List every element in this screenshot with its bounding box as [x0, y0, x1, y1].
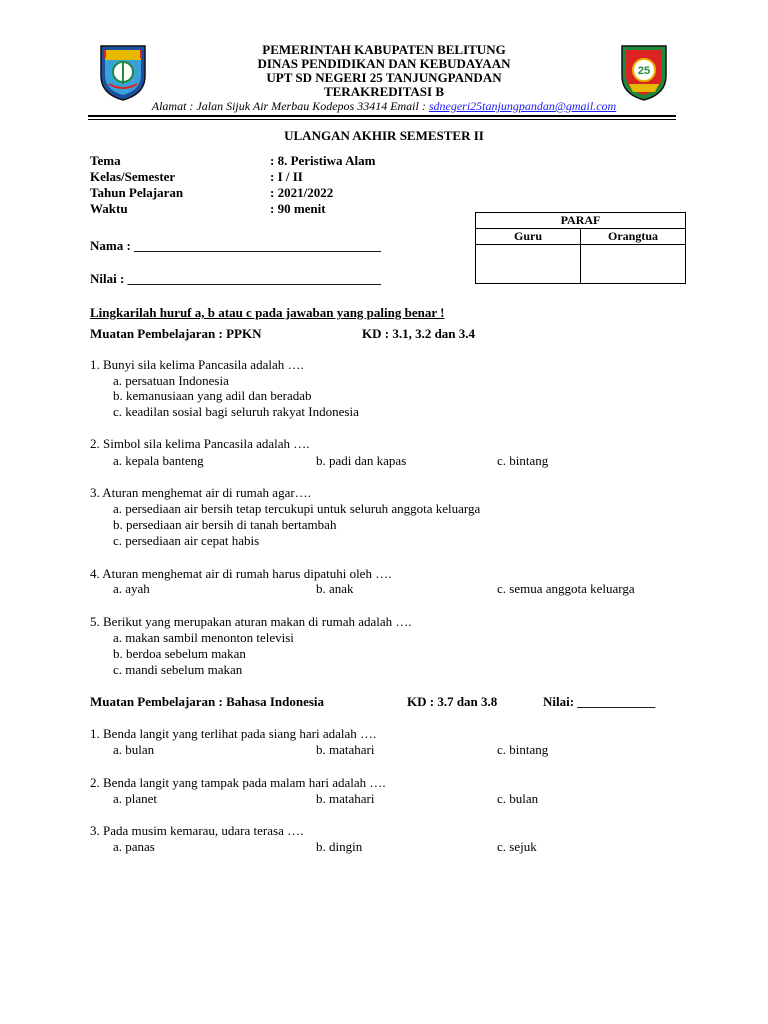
tema-value: : 8. Peristiwa Alam [270, 153, 376, 168]
s2-q3-option-a[interactable]: a. panas [113, 839, 155, 854]
s1-q1-option-a[interactable]: a. persatuan Indonesia [113, 373, 229, 388]
s1-q5-option-b[interactable]: b. berdoa sebelum makan [113, 646, 246, 661]
nama-field[interactable]: Nama : ______________________________________ [90, 238, 382, 253]
paraf-guru-cell[interactable] [476, 245, 581, 284]
waktu-label: Waktu [90, 201, 128, 216]
s1-q3-option-a[interactable]: a. persediaan air bersih tetap tercukupi untuk seluruh anggota keluarga [113, 501, 481, 516]
address-text: Alamat : Jalan Sijuk Air Merbau Kodepos 33414 Email : [151, 99, 426, 113]
paraf-orangtua-cell[interactable] [581, 245, 686, 284]
paraf-table [475, 212, 686, 284]
s1-q5-option-c[interactable]: c. mandi sebelum makan [113, 662, 243, 677]
s2-q2-option-c[interactable]: c. bulan [497, 791, 539, 806]
s2-question-2: 2. Benda langit yang tampak pada malam hari adalah …. [90, 775, 386, 790]
s2-q1-option-c[interactable]: c. bintang [497, 742, 549, 757]
waktu-value: : 90 menit [270, 201, 326, 216]
s2-q1-option-a[interactable]: a. bulan [113, 742, 155, 757]
s1-q2-option-c[interactable]: c. bintang [497, 453, 549, 468]
paraf-title: PARAF [476, 213, 686, 229]
s2-q3-option-b[interactable]: b. dingin [316, 839, 363, 854]
tahun-value: : 2021/2022 [270, 185, 334, 200]
section1-muatan: Muatan Pembelajaran : PPKN [90, 326, 262, 341]
email-link[interactable]: sdnegeri25tanjungpandan@gmail.com [428, 99, 617, 113]
s2-q2-option-b[interactable]: b. matahari [316, 791, 375, 806]
s1-question-4: 4. Aturan menghemat air di rumah harus dipatuhi oleh …. [90, 566, 392, 581]
header-rule-thin [88, 119, 676, 120]
section2-kd: KD : 3.7 dan 3.8 [407, 694, 498, 709]
paraf-guru-header: Guru [476, 229, 581, 245]
header-school: UPT SD NEGERI 25 TANJUNGPANDAN [266, 70, 502, 85]
s2-question-3: 3. Pada musim kemarau, udara terasa …. [90, 823, 304, 838]
section1-kd: KD : 3.1, 3.2 dan 3.4 [362, 326, 476, 341]
s1-q4-option-b[interactable]: b. anak [316, 581, 354, 596]
paraf-orangtua-header: Orangtua [581, 229, 686, 245]
s2-q2-option-a[interactable]: a. planet [113, 791, 158, 806]
kelas-value: : I / II [270, 169, 303, 184]
s2-q1-option-b[interactable]: b. matahari [316, 742, 375, 757]
s2-question-1: 1. Benda langit yang terlihat pada siang hari adalah …. [90, 726, 377, 741]
s1-q2-option-b[interactable]: b. padi dan kapas [316, 453, 407, 468]
tema-label: Tema [90, 153, 121, 168]
s1-q4-option-c[interactable]: c. semua anggota keluarga [497, 581, 635, 596]
s1-q3-option-b[interactable]: b. persediaan air bersih di tanah bertambah [113, 517, 337, 532]
section2-muatan: Muatan Pembelajaran : Bahasa Indonesia [90, 694, 325, 709]
section2-nilai[interactable]: Nilai: ____________ [543, 694, 656, 709]
header-accreditation: TERAKREDITASI B [323, 84, 445, 99]
tahun-label: Tahun Pelajaran [90, 185, 184, 200]
header-department: DINAS PENDIDIKAN DAN KEBUDAYAAN [257, 56, 511, 71]
header-government: PEMERINTAH KABUPATEN BELITUNG [262, 42, 506, 57]
header-rule [88, 115, 676, 117]
header-address [0, 99, 768, 113]
s2-q3-option-c[interactable]: c. sejuk [497, 839, 537, 854]
exam-title: ULANGAN AKHIR SEMESTER II [284, 128, 484, 143]
s1-question-1: 1. Bunyi sila kelima Pancasila adalah …. [90, 357, 304, 372]
s1-q1-option-c[interactable]: c. keadilan sosial bagi seluruh rakyat Indonesia [113, 404, 359, 419]
s1-question-2: 2. Simbol sila kelima Pancasila adalah …. [90, 436, 310, 451]
nilai-field[interactable]: Nilai : _______________________________________ [90, 271, 382, 286]
s1-q1-option-b[interactable]: b. kemanusiaan yang adil dan beradab [113, 388, 312, 403]
s1-question-5: 5. Berikut yang merupakan aturan makan di rumah adalah …. [90, 614, 412, 629]
s1-q3-option-c[interactable]: c. persediaan air cepat habis [113, 533, 260, 548]
s1-q4-option-a[interactable]: a. ayah [113, 581, 150, 596]
instruction: Lingkarilah huruf a, b atau c pada jawaban yang paling benar ! [90, 305, 445, 320]
s1-question-3: 3. Aturan menghemat air di rumah agar…. [90, 485, 311, 500]
s1-q2-option-a[interactable]: a. kepala banteng [113, 453, 204, 468]
school-logo-number: 25 [637, 65, 651, 77]
kelas-label: Kelas/Semester [90, 169, 176, 184]
s1-q5-option-a[interactable]: a. makan sambil menonton televisi [113, 630, 294, 645]
